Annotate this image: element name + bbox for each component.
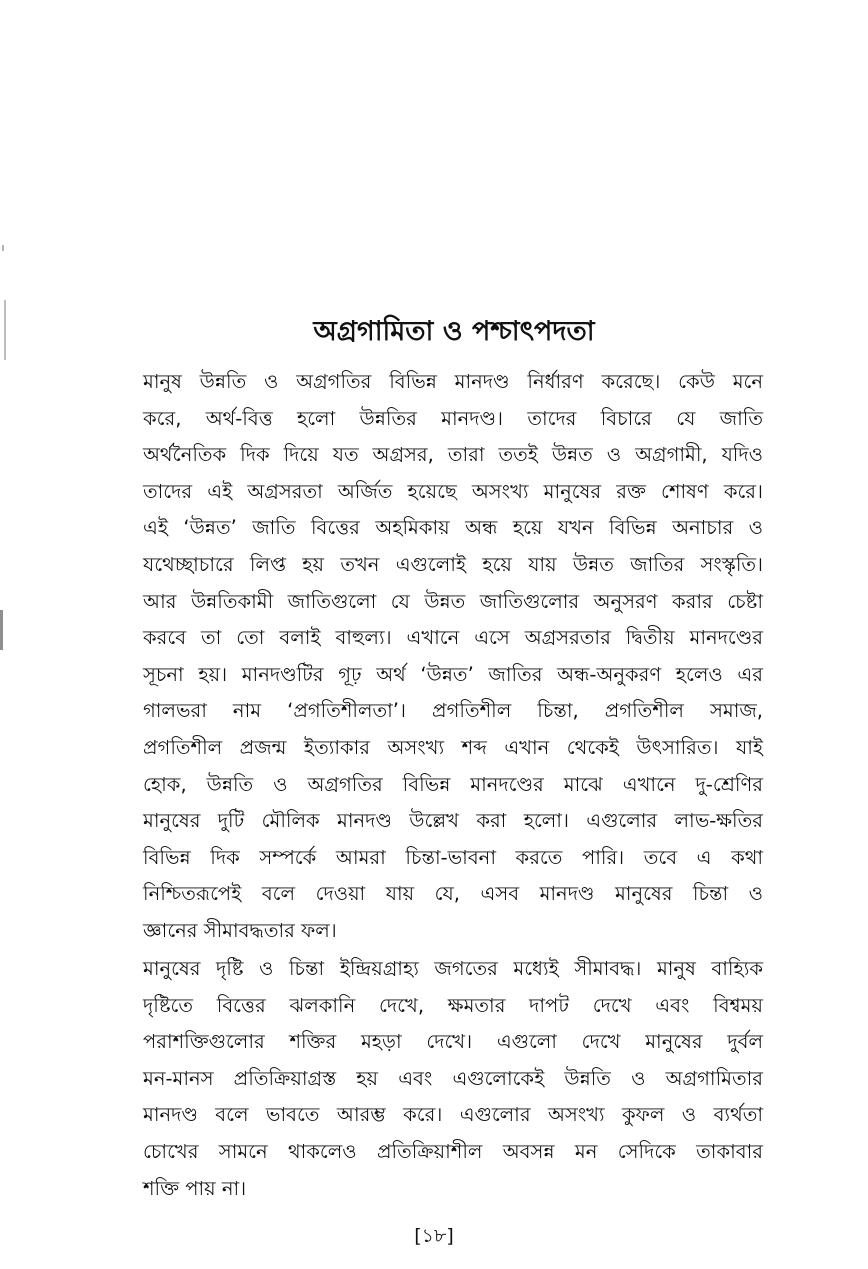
- text-line: মন-মানস প্রতিক্রিয়াগ্রস্ত হয় এবং এগুলোকেই উন্নতি ও অগ্রগামিতার: [143, 1066, 763, 1090]
- paragraph-2: [143, 951, 763, 1207]
- text-line: তাদের এই অগ্রসরতা অর্জিত হয়েছে অসংখ্য মানুষের রক্ত শোষণ করে।: [143, 479, 763, 503]
- text-line: চোখের সামনে থাকলেও প্রতিক্রিয়াশীল অবসন্ন মন সেদিকে তাকাবার: [143, 1139, 763, 1163]
- text-line: মানুষের দৃষ্টি ও চিন্তা ইন্দ্রিয়গ্রাহ্য জগতের মধ্যেই সীমাবদ্ধ। মানুষ বাহ্যিক: [143, 957, 763, 980]
- text-line: মানদণ্ড বলে ভাবতে আরম্ভ করে। এগুলোর অসংখ্য কুফল ও ব্যর্থতা: [143, 1103, 763, 1127]
- text-line: করবে তা তো বলাই বাহুল্য। এখানে এসে অগ্রসরতার দ্বিতীয় মানদণ্ডের: [143, 626, 763, 650]
- text-line: গালভরা নাম ‘প্রগতিশীলতা’। প্রগতিশীল চিন্তা, প্রগতিশীল সমাজ,: [143, 699, 763, 723]
- page-number: [১৮]: [414, 1225, 454, 1247]
- paragraph-1: [143, 364, 763, 950]
- text-line: করে, অর্থ-বিত্ত হলো উন্নতির মানদণ্ড। তাদের বিচারে যে জাতি: [143, 406, 763, 430]
- text-line: বিভিন্ন দিক সম্পর্কে আমরা চিন্তা-ভাবনা করতে পারি। তবে এ কথা: [143, 845, 763, 869]
- text-line: শক্তি পায় না।: [143, 1176, 247, 1200]
- scan-edge-mark: [4, 300, 6, 360]
- text-line: এই ‘উন্নত’ জাতি বিত্তের অহমিকায় অন্ধ হয়ে যখন বিভিন্ন অনাচার ও: [143, 516, 763, 540]
- text-line: যথেচ্ছাচারে লিপ্ত হয় তখন এগুলোই হয়ে যায় উন্নত জাতির সংস্কৃতি।: [143, 552, 763, 576]
- text-line: পরাশক্তিগুলোর শক্তির মহড়া দেখে। এগুলো দেখে মানুষের দুর্বল: [143, 1030, 763, 1054]
- text-line: প্রগতিশীল প্রজন্ম ইত্যাকার অসংখ্য শব্দ এখান থেকেই উৎসারিত। যাই: [143, 735, 763, 759]
- text-line: হোক, উন্নতি ও অগ্রগতির বিভিন্ন মানদণ্ডের মাঝে এখানে দু-শ্রেণির: [143, 772, 763, 796]
- text-line: দৃষ্টিতে বিত্তের ঝলকানি দেখে, ক্ষমতার দাপট দেখে এবং বিশ্বময়: [143, 993, 763, 1017]
- scan-edge-mark: [0, 610, 3, 650]
- text-line: সূচনা হয়। মানদণ্ডটির গূঢ় অর্থ ‘উন্নত’ জাতির অন্ধ-অনুকরণ হলেও এর: [143, 662, 763, 686]
- text-line: নিশ্চিতরূপেই বলে দেওয়া যায় যে, এসব মানদণ্ড মানুষের চিন্তা ও: [143, 882, 763, 906]
- chapter-title: অগ্রগামিতা ও পশ্চাৎপদতা: [313, 316, 595, 347]
- text-line: অর্থনৈতিক দিক দিয়ে যত অগ্রসর, তারা ততই উন্নত ও অগ্রগামী, যদিও: [143, 443, 763, 467]
- text-line: জ্ঞানের সীমাবদ্ধতার ফল।: [143, 918, 337, 942]
- text-line: আর উন্নতিকামী জাতিগুলো যে উন্নত জাতিগুলোর অনুসরণ করার চেষ্টা: [143, 589, 763, 613]
- text-line: মানুষ উন্নতি ও অগ্রগতির বিভিন্ন মানদণ্ড নির্ধারণ করেছে। কেউ মনে: [143, 370, 763, 393]
- scan-edge-mark: [2, 245, 4, 251]
- text-line: মানুষের দুটি মৌলিক মানদণ্ড উল্লেখ করা হলো। এগুলোর লাভ-ক্ষতির: [143, 809, 763, 833]
